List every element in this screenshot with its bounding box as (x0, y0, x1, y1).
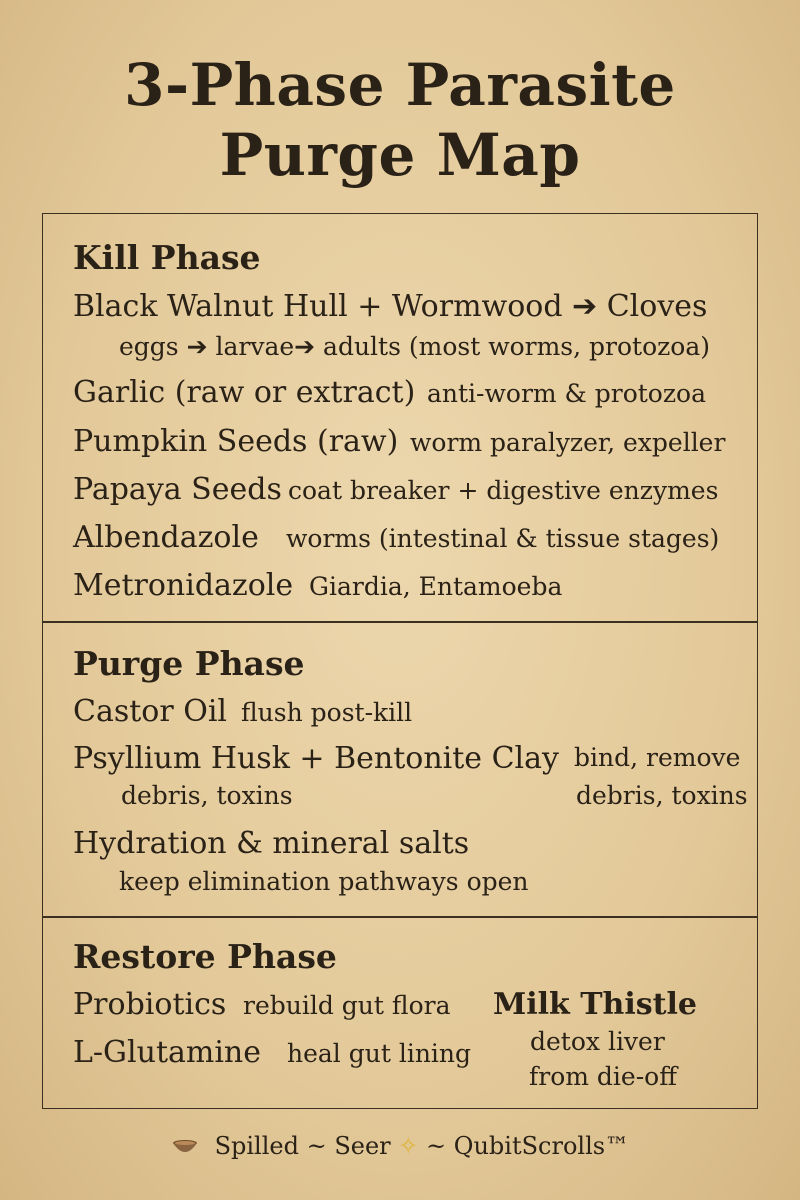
kill-phase-panel (42, 213, 758, 623)
purge-row-3-sub: keep elimination pathways open (119, 867, 529, 896)
restore-row-2-sub: heal gut lining (287, 1039, 472, 1068)
restore-phase-heading: Restore Phase (73, 937, 337, 976)
purge-row-1-sub: flush post-kill (241, 698, 413, 727)
kill-row-1-main: Black Walnut Hull + Wormwood ➔ Cloves (73, 289, 708, 324)
kill-row-4-main: Papaya Seeds (73, 472, 282, 507)
kill-row-2-sub: anti-worm & protozoa (427, 379, 706, 408)
footer-part-1: Spilled ~ Seer (214, 1132, 391, 1160)
page-title (0, 50, 800, 190)
kill-row-5-sub: worms (intestinal & tissue stages) (286, 524, 720, 553)
purge-row-2-sub: debris, toxins (121, 781, 293, 810)
kill-row-6-sub: Giardia, Entamoeba (309, 572, 563, 601)
restore-right-line-2: from die-off (529, 1062, 677, 1091)
purge-phase-panel (42, 621, 758, 918)
title-line-1: 3-Phase Parasite (124, 51, 676, 119)
kill-row-5-main: Albendazole (73, 520, 259, 555)
kill-row-3-main: Pumpkin Seeds (raw) (73, 424, 399, 459)
restore-row-1-main: Probiotics (73, 987, 227, 1022)
kill-row-1-sub: eggs ➔ larvae➔ adults (most worms, protozoa) (119, 332, 711, 361)
restore-phase-panel (42, 916, 758, 1109)
kill-row-2-main: Garlic (raw or extract) (73, 375, 416, 410)
footer-signature (0, 1132, 800, 1160)
title-line-2: Purge Map (219, 121, 581, 189)
purge-row-3-main: Hydration & mineral salts (73, 826, 470, 861)
purge-row-1-main: Castor Oil (73, 694, 228, 729)
sparkle-icon: ✧ (398, 1132, 419, 1160)
purge-phase-heading: Purge Phase (73, 644, 305, 683)
kill-phase-heading: Kill Phase (73, 238, 261, 277)
kill-row-4-sub: coat breaker + digestive enzymes (288, 476, 719, 505)
purge-row-2-main: Psyllium Husk + Bentonite Clay (73, 741, 559, 776)
restore-row-1-sub: rebuild gut flora (243, 991, 451, 1020)
purge-row-2-right-2: debris, toxins (576, 781, 748, 810)
kill-row-6-main: Metronidazole (73, 568, 294, 603)
bowl-icon (171, 1139, 199, 1157)
kill-row-3-sub: worm paralyzer, expeller (410, 428, 726, 457)
restore-right-heading: Milk Thistle (493, 987, 697, 1022)
purge-row-2-right-1: bind, remove (574, 743, 741, 772)
restore-right-line-1: detox liver (530, 1027, 665, 1056)
footer-part-2: ~ QubitScrolls™ (426, 1132, 630, 1160)
restore-row-2-main: L-Glutamine (73, 1035, 261, 1070)
